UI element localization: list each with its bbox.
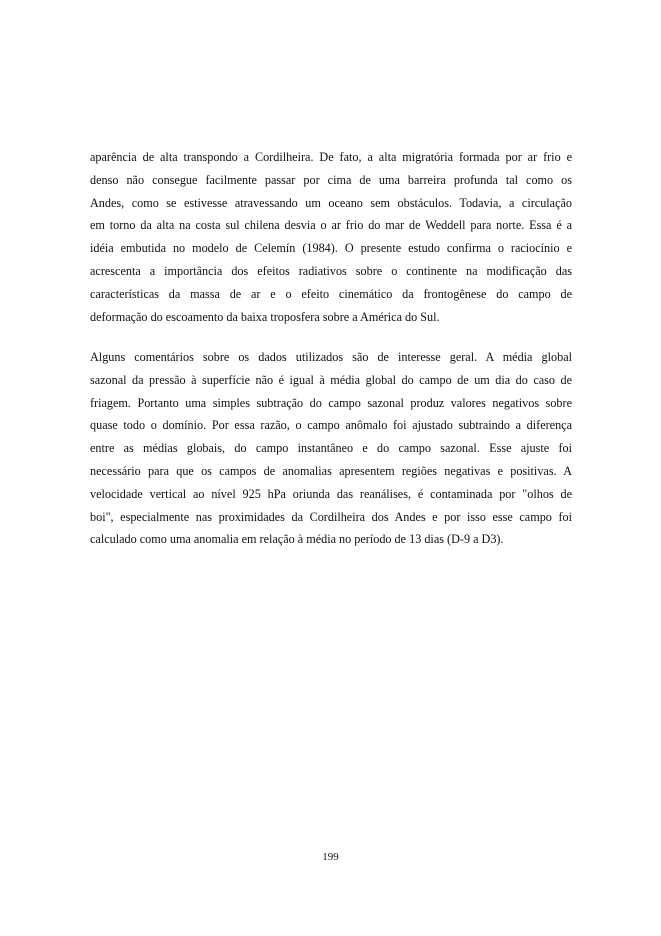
paragraph-line: friagem. Portanto uma simples subtração do campo sazonal produz valores negativos sobre [90, 395, 572, 410]
paragraph-line: em torno da alta na costa sul chilena desvia o ar frio do mar de Weddell para norte. Essa é a [90, 218, 572, 233]
page-number: 199 [322, 851, 339, 863]
paragraph-line: características da massa de ar e o efeito cinemático da frontogênese do campo de [90, 286, 572, 301]
paragraph-line: velocidade vertical ao nível 925 hPa oriunda das reanálises, é contaminada por "olhos de [90, 486, 572, 501]
paragraph-line: Andes, como se estivesse atravessando um oceano sem obstáculos. Todavia, a circulação [90, 195, 572, 210]
paragraph-line: aparência de alta transpondo a Cordilheira. De fato, a alta migratória formada por ar frio e [90, 150, 572, 164]
paragraph-line: denso não consegue facilmente passar por cima de uma barreira profunda tal como os [90, 172, 572, 187]
paragraph-1 [90, 146, 572, 328]
paragraph-line: idéia embutida no modelo de Celemín (1984). O presente estudo confirma o raciocínio e [90, 241, 572, 256]
paragraph-line: sazonal da pressão à superfície não é igual à média global do campo de um dia do caso de [90, 372, 572, 387]
paragraph-line: entre as médias globais, do campo instantâneo e do campo sazonal. Esse ajuste foi [90, 441, 572, 456]
paragraph-line: acrescenta a importância dos efeitos radiativos sobre o continente na modificação das [90, 263, 572, 278]
paragraph-line: Alguns comentários sobre os dados utilizados são de interesse geral. A média global [90, 350, 572, 364]
paragraph-line: necessário para que os campos de anomalias apresentem regiões negativas e positivas. A [90, 463, 572, 478]
paragraph-line: quase todo o domínio. Por essa razão, o campo anômalo foi ajustado subtraindo a diferença [90, 418, 572, 433]
paragraph-line: calculado como uma anomalia em relação à média no período de 13 dias (D-9 a D3). [90, 532, 504, 547]
paragraph-2 [90, 346, 572, 551]
paragraph-line: boi", especialmente nas proximidades da Cordilheira dos Andes e por isso esse campo foi [90, 509, 572, 524]
paragraph-line: deformação do escoamento da baixa troposfera sobre a América do Sul. [90, 309, 440, 324]
